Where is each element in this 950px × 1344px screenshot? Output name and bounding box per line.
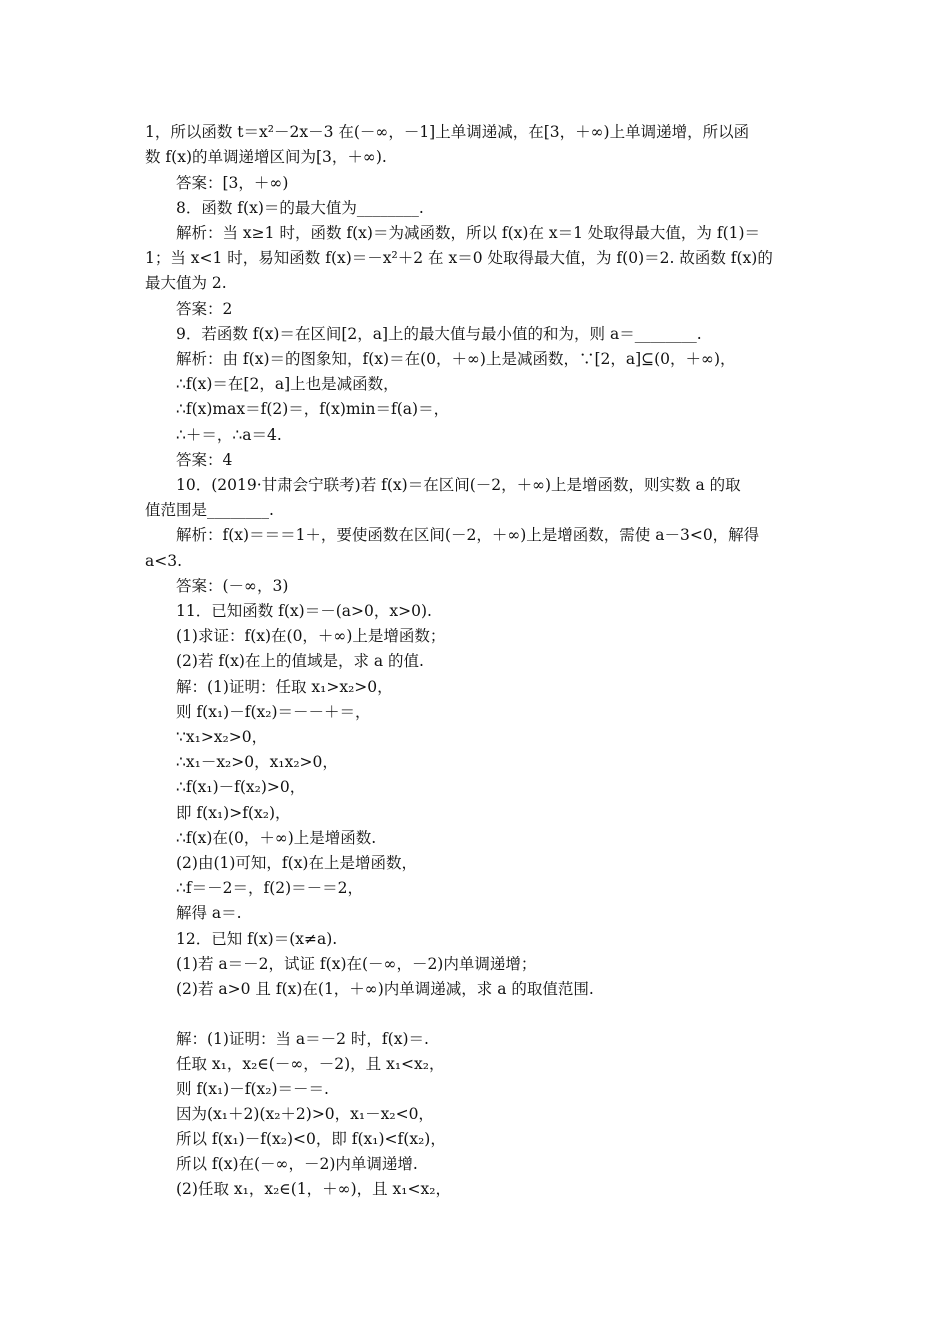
text-line: 12．已知 f(x)＝(x≠a). <box>176 930 338 948</box>
text-line: 数 f(x)的单调递增区间为[3，＋∞). <box>145 148 387 166</box>
text-line: ∴f(x)max＝f(2)＝，f(x)min＝f(a)＝， <box>176 400 450 418</box>
text-line: 1；当 x<1 时，易知函数 f(x)＝－x²＋2 在 x＝0 处取得最大值，为 f(0)＝2. 故函数 f(x)的 <box>145 249 773 267</box>
text-line: 最大值为 2. <box>145 274 227 292</box>
text-line: 解析：f(x)＝＝＝1＋，要使函数在区间(－2，＋∞)上是增函数，需使 a－3<0，解得 <box>176 526 760 544</box>
text-line: 解析：当 x≥1 时，函数 f(x)＝为减函数，所以 f(x)在 x＝1 处取得最大值，为 f(1)＝ <box>176 224 761 242</box>
text-line: 答案：[3，＋∞) <box>176 174 289 192</box>
text-line: (1)求证：f(x)在(0，＋∞)上是增函数； <box>176 627 446 645</box>
text-line: 所以 f(x)在(－∞，－2)内单调递增. <box>176 1155 418 1173</box>
text-line: 9．若函数 f(x)＝在区间[2，a]上的最大值与最小值的和为，则 a＝________. <box>176 325 702 343</box>
text-line: 则 f(x₁)－f(x₂)＝－－＋＝， <box>176 703 371 721</box>
text-line: ∴f＝－2＝，f(2)＝－＝2， <box>176 879 364 897</box>
text-line: 8．函数 f(x)＝的最大值为________. <box>176 199 424 217</box>
text-line: 解：(1)证明：当 a＝－2 时，f(x)＝. <box>176 1030 429 1048</box>
text-line: 答案：2 <box>176 300 233 318</box>
text-line: (2)若 a>0 且 f(x)在(1，＋∞)内单调递减，求 a 的取值范围. <box>176 980 594 998</box>
text-line: 10．(2019·甘肃会宁联考)若 f(x)＝在区间(－2，＋∞)上是增函数，则实数 a 的取 <box>176 476 741 494</box>
text-line: 1，所以函数 t＝x²－2x－3 在(－∞，－1]上单调递减，在[3，＋∞)上单调递增，所以函 <box>145 123 750 141</box>
text-line: (2)由(1)可知，f(x)在上是增函数， <box>176 854 417 872</box>
text-line: ∴f(x)在(0，＋∞)上是增函数. <box>176 829 377 847</box>
text-line: 解析：由 f(x)＝的图象知，f(x)＝在(0，＋∞)上是减函数，∵[2，a]⊆(0，＋∞)， <box>176 350 736 368</box>
text-line: a<3. <box>145 552 183 570</box>
text-line: ∵x₁>x₂>0， <box>176 728 268 746</box>
text-line: 则 f(x₁)－f(x₂)＝－＝. <box>176 1080 329 1098</box>
text-line: ∴f(x)＝在[2，a]上也是减函数， <box>176 375 399 393</box>
text-line: 11．已知函数 f(x)＝－(a>0，x>0). <box>176 602 432 620</box>
text-line: 值范围是________. <box>145 501 274 519</box>
text-line: 答案：(－∞，3) <box>176 577 289 595</box>
text-line: ∴＋＝，∴a＝4. <box>176 426 282 444</box>
text-line: (1)若 a＝－2，试证 f(x)在(－∞，－2)内单调递增； <box>176 955 537 973</box>
text-line: ∴f(x₁)－f(x₂)>0， <box>176 778 306 796</box>
text-line: 所以 f(x₁)－f(x₂)<0，即 f(x₁)<f(x₂)， <box>176 1130 446 1148</box>
text-line: 解：(1)证明：任取 x₁>x₂>0， <box>176 678 393 696</box>
text-line: 解得 a＝. <box>176 904 242 922</box>
text-line: (2)任取 x₁，x₂∈(1，＋∞)，且 x₁<x₂， <box>176 1180 451 1198</box>
text-line: ∴x₁－x₂>0，x₁x₂>0， <box>176 753 338 771</box>
text-line: 任取 x₁，x₂∈(－∞，－2)，且 x₁<x₂， <box>176 1055 445 1073</box>
text-line: (2)若 f(x)在上的值域是，求 a 的值. <box>176 652 424 670</box>
text-line: 答案：4 <box>176 451 233 469</box>
text-line: 即 f(x₁)>f(x₂)， <box>176 804 291 822</box>
text-line: 因为(x₁＋2)(x₂＋2)>0，x₁－x₂<0， <box>176 1105 434 1123</box>
